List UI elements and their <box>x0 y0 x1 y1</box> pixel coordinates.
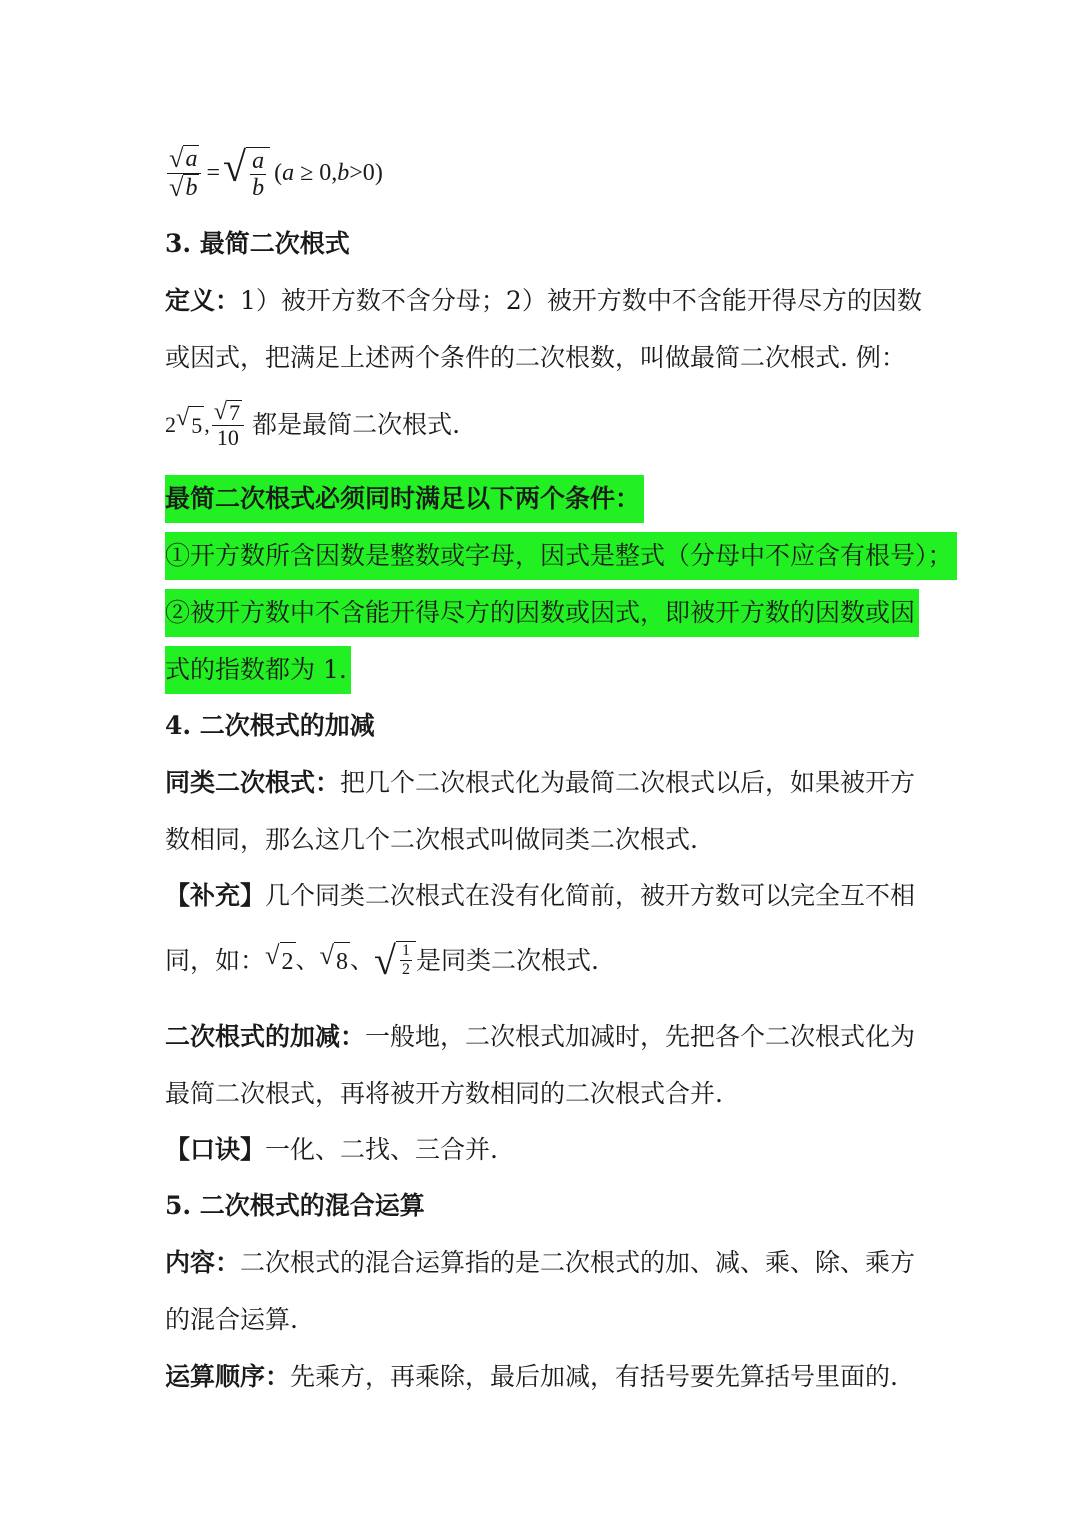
formula-rhs-num: a <box>252 147 265 174</box>
formula-lhs-num: a <box>185 146 198 172</box>
formula-equals: = <box>206 160 221 187</box>
highlight-line-1: 最简二次根式必须同时满足以下两个条件： <box>165 475 644 523</box>
section-3-heading: 3. 最简二次根式 <box>165 229 350 258</box>
formula-condition: (a ≥ 0,b>0) <box>274 160 383 187</box>
highlight-line-4: 式的指数都为 1. <box>165 646 351 694</box>
section-3-example-line: 2 √ 5 , √ 7 10 都是最简二次根式. <box>165 398 461 451</box>
supplement-math: √ 2 、 √ 8 、 √ $\frac{1}{2}$ <box>265 941 416 981</box>
order-line: 运算顺序：先乘方，再乘除，最后加减，有括号要先算括号里面的. <box>165 1362 898 1391</box>
section-3-definition-line-2: 或因式，把满足上述两个条件的二次根数，叫做最简二次根式. 例： <box>165 343 906 372</box>
similar-radicals-line-1: 同类二次根式：把几个二次根式化为最简二次根式以后，如果被开方 <box>165 768 916 797</box>
supplement-line-2: 同，如： √ 2 、 √ 8 、 √ $\frac{1}{2}$ 是同类二次根式. <box>165 938 599 983</box>
quotient-rule-formula <box>165 145 383 203</box>
content-label: 内容： <box>165 1248 241 1277</box>
section-4-heading: 4. 二次根式的加减 <box>165 711 375 740</box>
section-3-definition-line-1: 定义：1）被开方数不含分母；2）被开方数中不含能开得尽方的因数 <box>165 286 922 315</box>
supplement-line-1: 【补充】几个同类二次根式在没有化简前，被开方数可以完全互不相 <box>165 881 916 910</box>
add-subtract-label: 二次根式的加减： <box>165 1022 366 1051</box>
mnemonic-label: 【口诀】 <box>165 1135 266 1164</box>
formula-lhs-den: b <box>185 175 198 202</box>
highlight-line-3: ②被开方数中不含能开得尽方的因数或因式，即被开方数的因数或因 <box>165 589 919 637</box>
definition-label: 定义： <box>165 286 241 315</box>
formula-rhs-sqrt: √ $\frac{a}{b}$ <box>223 147 270 202</box>
content-line-1: 内容：二次根式的混合运算指的是二次根式的加、减、乘、除、乘方 <box>165 1248 916 1277</box>
supplement-label: 【补充】 <box>165 881 266 910</box>
add-subtract-line-2: 最简二次根式，再将被开方数相同的二次根式合并. <box>165 1079 723 1108</box>
highlight-line-2: ①开方数所含因数是整数或字母，因式是整式（分母中不应含有根号）； <box>165 532 957 580</box>
formula-lhs-fraction: √ a √ b <box>167 145 201 203</box>
content-line-2: 的混合运算. <box>165 1305 298 1334</box>
section-5-heading: 5. 二次根式的混合运算 <box>165 1191 425 1220</box>
order-label: 运算顺序： <box>165 1362 291 1391</box>
add-subtract-line-1: 二次根式的加减：一般地，二次根式加减时，先把各个二次根式化为 <box>165 1022 916 1051</box>
similar-radicals-label: 同类二次根式： <box>165 768 341 797</box>
similar-radicals-line-2: 数相同，那么这几个二次根式叫做同类二次根式. <box>165 825 698 854</box>
example-math: 2 √ 5 , √ 7 10 <box>165 400 246 450</box>
formula-rhs-den: b <box>252 174 265 201</box>
mnemonic-line: 【口诀】一化、二找、三合并. <box>165 1135 498 1164</box>
